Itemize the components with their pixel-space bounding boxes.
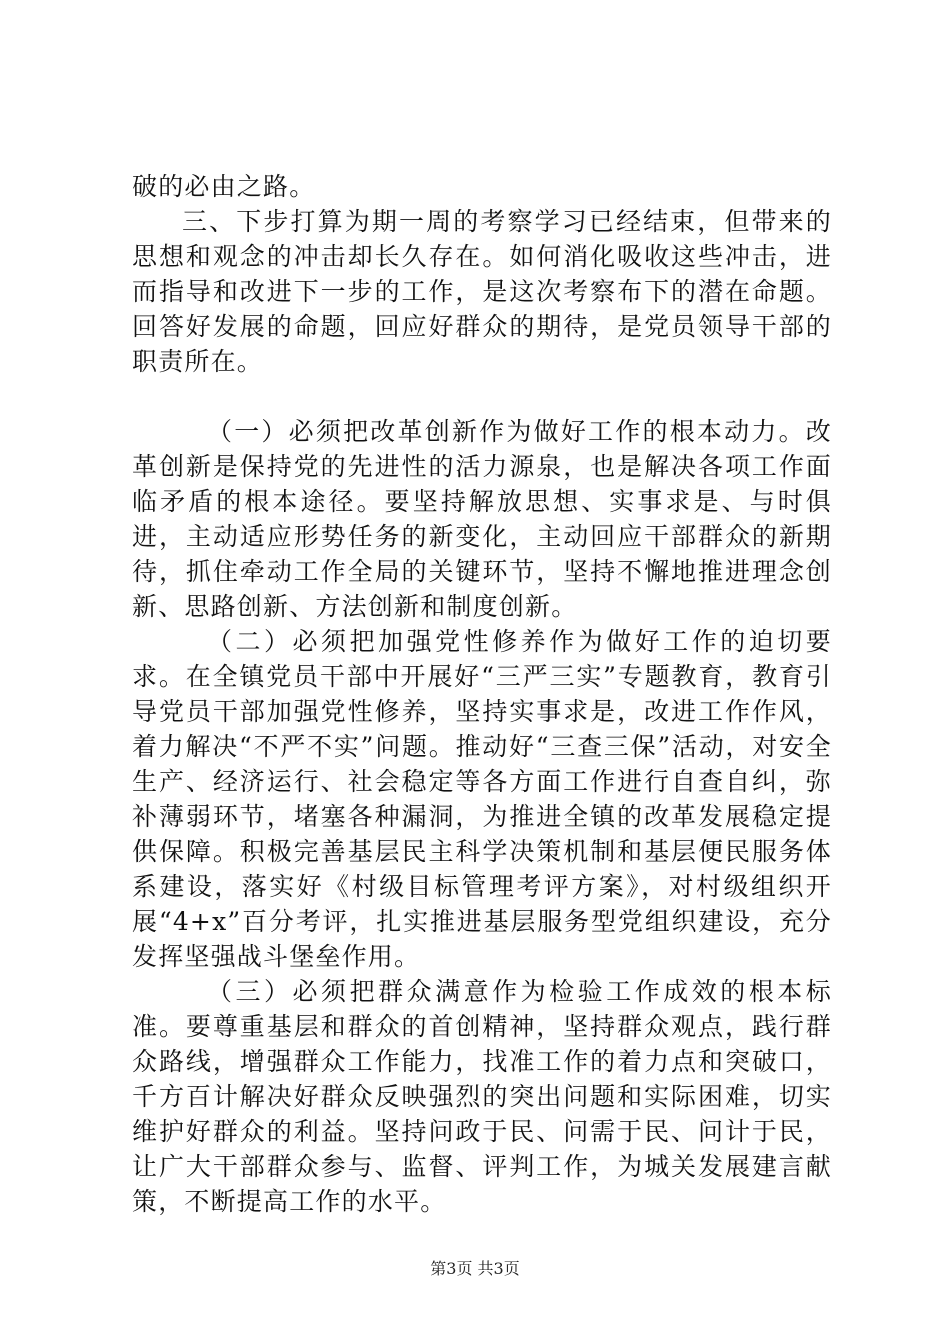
- document-body: [132, 169, 832, 1219]
- page-number-footer: 第3页 共3页: [430, 1259, 520, 1278]
- paragraph-party-cultivation: （二）必须把加强党性修养作为做好工作的迫切要求。在全镇党员干部中开展好“三严三实”专题教育，教育引导党员干部加强党性修养，坚持实事求是，改进工作作风，着力解决“不严不实”问题。推动好“三查三保”活动，对安全生产、经济运行、社会稳定等各方面工作进行自查自纠，弥补薄弱环节，堵塞各种漏洞，为推进全镇的改革发展稳定提供保障。积极完善基层民主科学决策机制和基层便民服务体系建设，落实好《村级目标管理考评方案》，对村级组织开展“4+x”百分考评，扎实推进基层服务型党组织建设，充分发挥坚强战斗堡垒作用。: [132, 627, 832, 971]
- paragraph-next-steps: 三、下步打算为期一周的考察学习已经结束，但带来的思想和观念的冲击却长久存在。如何消化吸收这些冲击，进而指导和改进下一步的工作，是这次考察布下的潜在命题。回答好发展的命题，回应好群众的期待，是党员领导干部的职责所在。: [132, 207, 832, 376]
- paragraph-reform-innovation: （一）必须把改革创新作为做好工作的根本动力。改革创新是保持党的先进性的活力源泉，也是解决各项工作面临矛盾的根本途径。要坚持解放思想、实事求是、与时俱进，主动适应形势任务的新变化，主动回应干部群众的新期待，抓住牵动工作全局的关键环节，坚持不懈地推进理念创新、思路创新、方法创新和制度创新。: [132, 417, 832, 621]
- paragraph-continuation: 破的必由之路。: [132, 172, 316, 201]
- paragraph-public-satisfaction: （三）必须把群众满意作为检验工作成效的根本标准。要尊重基层和群众的首创精神，坚持群众观点，践行群众路线，增强群众工作能力，找准工作的着力点和突破口，千方百计解决好群众反映强烈的突出问题和实际困难，切实维护好群众的利益。坚持问政于民、问需于民、问计于民，让广大干部群众参与、监督、评判工作，为城关发展建言献策，不断提高工作的水平。: [132, 977, 832, 1216]
